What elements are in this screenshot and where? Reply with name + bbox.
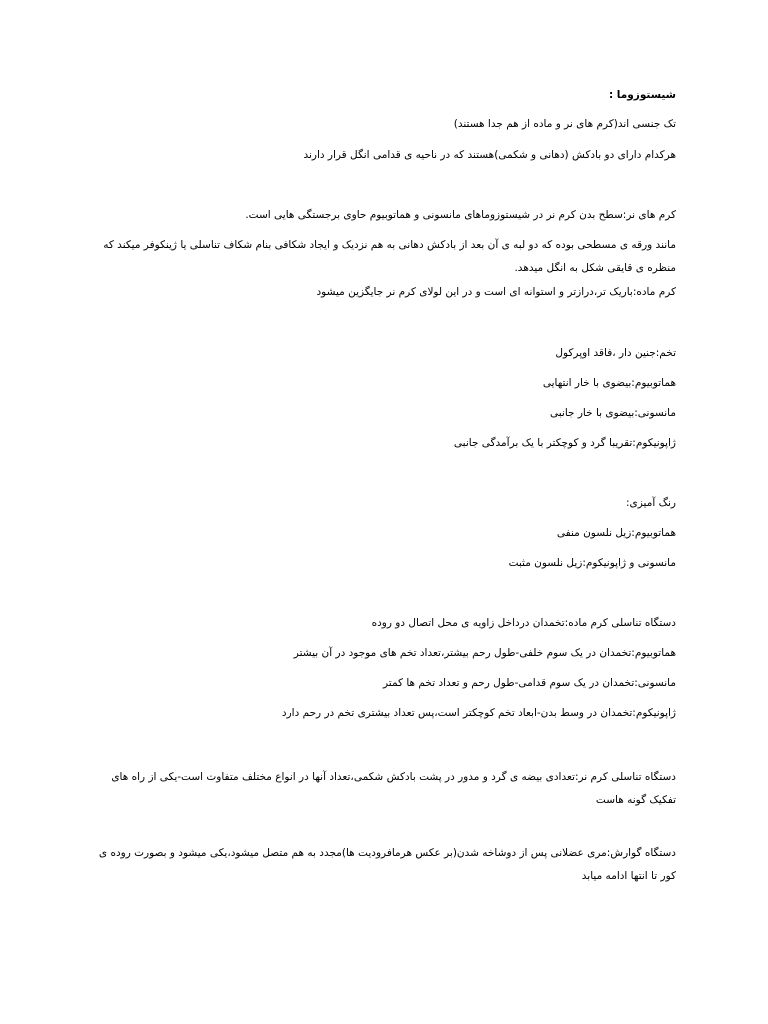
paragraph-line: مانسونی و ژاپونیکوم:زیل نلسون مثبت [508,557,676,569]
paragraph-line: تخم:جنین دار ،فاقد اوپرکول [555,347,676,359]
paragraph-line: دستگاه تناسلی کرم ماده:تخمدان درداخل زاویه ی محل اتصال دو روده [371,617,676,629]
paragraph-line: هماتوبیوم:زیل نلسون منفی [556,527,676,539]
paragraph-line: هرکدام دارای دو بادکش (دهانی و شکمی)هستند که در ناحیه ی قدامی انگل قرار دارند [303,149,676,161]
paragraph-line: کرم های نر:سطح بدن کرم نر در شیستوزوماهای مانسونی و هماتوبیوم حاوی برجستگی هایی است. [245,209,676,221]
paragraph-line: هماتوبیوم:بیضوی با خار انتهایی [542,377,676,389]
paragraph-line: دستگاه تناسلی کرم نر:تعدادی بیضه ی گرد و مدور در پشت بادکش شکمی،تعداد آنها در انواع مختلف متفاوت است-یکی از راه های تفکیک گونه هاست [111,771,676,806]
paragraph-line: ژاپونیکوم:تخمدان در وسط بدن-ابعاد تخم کوچکتر است،پس تعداد بیشتری تخم در رحم دارد [281,707,676,719]
paragraph-line: هماتوبیوم:تخمدان در یک سوم خلفی-طول رحم بیشتر،تعداد تخم های موجود در آن بیشتر [293,647,676,659]
paragraph-line: رنگ آمیزی: [626,497,676,509]
paragraph-line: دستگاه گوارش:مری عضلانی پس از دوشاخه شدن(بر عکس هرمافرودیت ها)مجدد به هم متصل میشود،یکی میشود و بصورت روده ی کور تا انتها ادامه میابد [98,847,676,882]
paragraph-line: مانسونی:تخمدان در یک سوم قدامی-طول رحم و تعداد تخم ها کمتر [382,677,676,689]
document-title: شیستوزوما : [608,89,676,101]
paragraph-line: مانند ورقه ی مسطحی بوده که دو لبه ی آن بعد از بادکش دهانی به هم نزدیک و ایجاد شکافی بنام شکاف تناسلی یا ژینکوفر میکند که منظره ی قایقی شکل به انگل میدهد. [103,239,676,274]
paragraph-line: کرم ماده:باریک تر،درازتر و استوانه ای است و در این لولای کرم نر جایگزین میشود [316,286,676,298]
paragraph-line: تک جنسی اند(کرم های نر و ماده از هم جدا هستند) [453,118,676,130]
paragraph-line: ژاپونیکوم:تقریبا گرد و کوچکتر با یک برآمدگی جانبی [453,437,676,449]
paragraph-line: مانسونی:بیضوی با خار جانبی [549,407,676,419]
